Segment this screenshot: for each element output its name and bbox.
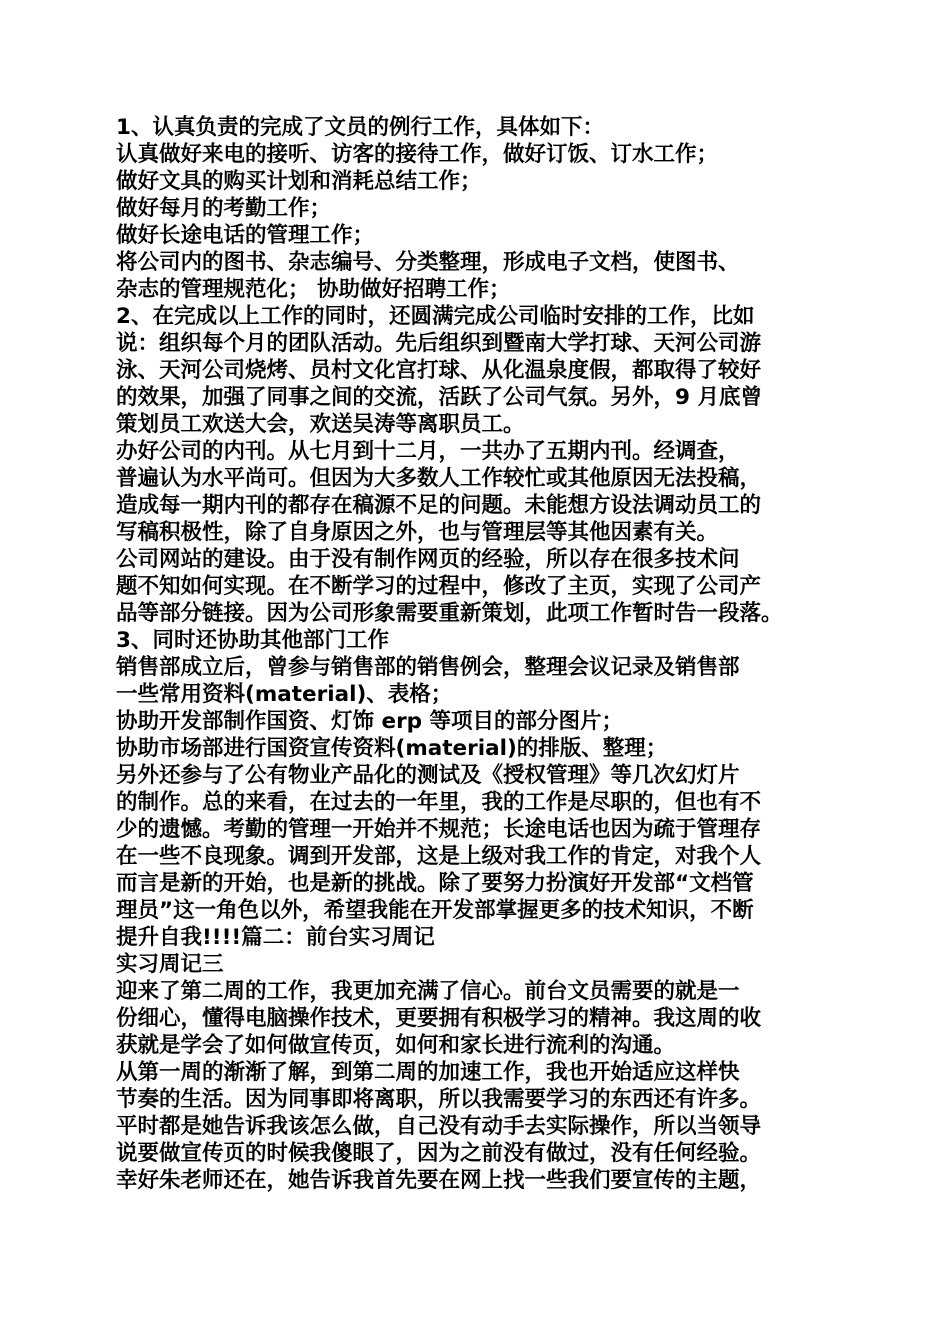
text-line: 造成每一期内刊的都存在稿源不足的问题。未能想方设法调动员工的 (116, 493, 762, 518)
text-line: 另外还参与了公有物业产品化的测试及《授权管理》等几次幻灯片 (116, 763, 740, 788)
text-line: 从第一周的渐渐了解，到第二周的加速工作，我也开始适应这样快 (116, 1060, 740, 1085)
text-line: 在一些不良现象。调到开发部，这是上级对我工作的肯定，对我个人 (116, 844, 762, 869)
text-line: 公司网站的建设。由于没有制作网页的经验，所以存在很多技术问 (116, 547, 740, 572)
text-line: 1、认真负责的完成了文员的例行工作，具体如下： (116, 115, 604, 140)
text-line: 迎来了第二周的工作，我更加充满了信心。前台文员需要的就是一 (116, 979, 740, 1004)
text-line: 协助市场部进行国资宣传资料(material)的排版、整理； (116, 736, 668, 761)
text-line: 提升自我!!!!篇二：前台实习周记 (116, 925, 435, 950)
text-line: 幸好朱老师还在，她告诉我首先要在网上找一些我们要宣传的主题， (116, 1168, 762, 1193)
text-line: 的制作。总的来看，在过去的一年里，我的工作是尽职的，但也有不 (116, 790, 762, 815)
text-line: 获就是学会了如何做宣传页，如何和家长进行流利的沟通。 (116, 1033, 676, 1058)
text-line: 实习周记三 (116, 952, 224, 977)
document-body (116, 114, 846, 1194)
text-line: 销售部成立后，曾参与销售部的销售例会，整理会议记录及销售部 (116, 655, 740, 680)
text-line: 协助开发部制作国资、灯饰 erp 等项目的部分图片； (116, 709, 624, 734)
text-line: 写稿积极性，除了自身原因之外，也与管理层等其他因素有关。 (116, 520, 719, 545)
text-line: 说：组织每个月的团队活动。先后组织到暨南大学打球、天河公司游 (116, 331, 762, 356)
text-line: 做好文具的购买计划和消耗总结工作； (116, 169, 482, 194)
text-line: 份细心，懂得电脑操作技术，更要拥有积极学习的精神。我这周的收 (116, 1006, 762, 1031)
text-line: 3、同时还协助其他部门工作 (116, 628, 389, 653)
text-line: 节奏的生活。因为同事即将离职，所以我需要学习的东西还有许多。 (116, 1087, 762, 1112)
text-line: 将公司内的图书、杂志编号、分类整理，形成电子文档，使图书、 (116, 250, 740, 275)
text-line: 理员”这一角色以外，希望我能在开发部掌握更多的技术知识，不断 (116, 898, 754, 923)
text-line: 而言是新的开始，也是新的挑战。除了要努力扮演好开发部“文档管 (116, 871, 754, 896)
text-line: 策划员工欢送大会，欢送吴涛等离职员工。 (116, 412, 525, 437)
text-line: 2、在完成以上工作的同时，还圆满完成公司临时安排的工作，比如 (116, 304, 755, 329)
text-line: 做好每月的考勤工作； (116, 196, 332, 221)
text-line: 认真做好来电的接听、访客的接待工作，做好订饭、订水工作； (116, 142, 719, 167)
text-line: 题不知如何实现。在不断学习的过程中，修改了主页，实现了公司产 (116, 574, 762, 599)
text-line: 办好公司的内刊。从七月到十二月，一共办了五期内刊。经调查， (116, 439, 740, 464)
text-line: 杂志的管理规范化； 协助做好招聘工作； (116, 277, 511, 302)
text-line: 平时都是她告诉我该怎么做，自己没有动手去实际操作，所以当领导 (116, 1114, 762, 1139)
text-line: 普遍认为水平尚可。但因为大多数人工作较忙或其他原因无法投稿， (116, 466, 762, 491)
text-line: 说要做宣传页的时候我傻眼了，因为之前没有做过，没有任何经验。 (116, 1141, 762, 1166)
text-line: 品等部分链接。因为公司形象需要重新策划，此项工作暂时告一段落。 (116, 601, 783, 626)
text-line: 泳、天河公司烧烤、员村文化宫打球、从化温泉度假，都取得了较好 (116, 358, 762, 383)
text-line: 做好长途电话的管理工作； (116, 223, 375, 248)
text-line: 的效果，加强了同事之间的交流，活跃了公司气氛。另外，9 月底曾 (116, 385, 762, 410)
text-line: 少的遗憾。考勤的管理一开始并不规范；长途电话也因为疏于管理存 (116, 817, 762, 842)
text-line: 一些常用资料(material)、表格； (116, 682, 453, 707)
